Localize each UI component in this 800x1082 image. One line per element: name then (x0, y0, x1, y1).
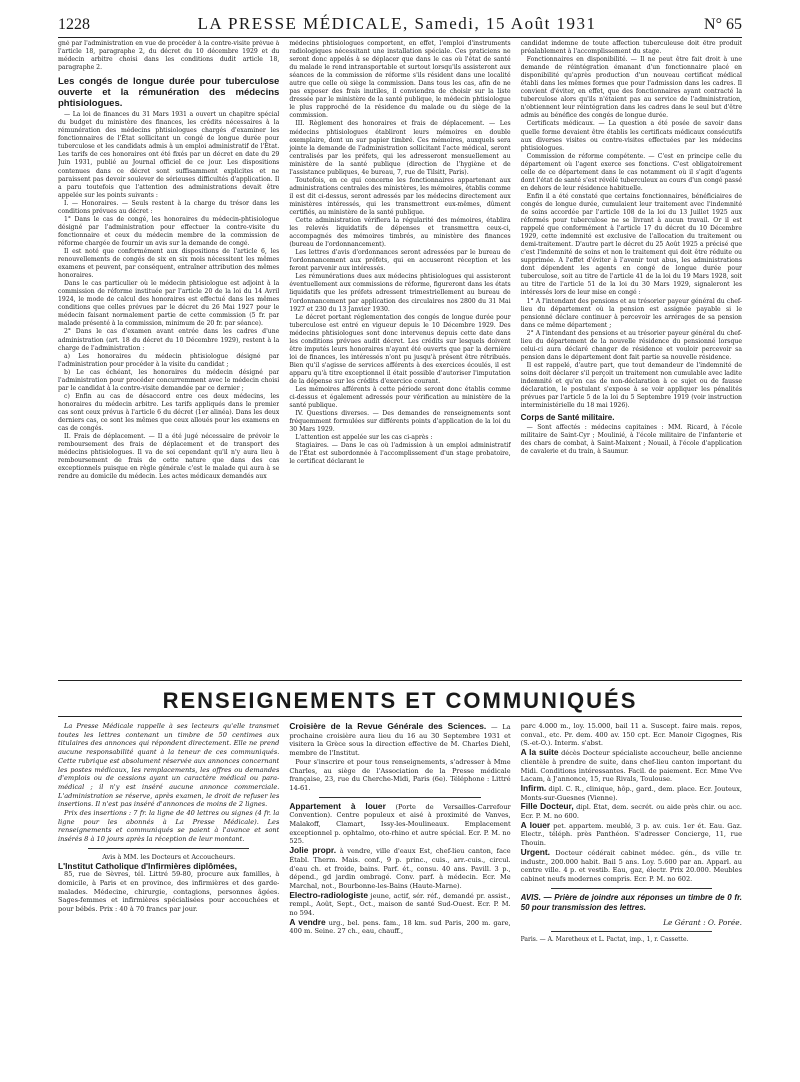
paragraph: III. Règlement des honoraires et frais de déplacement. — Les médecins phtisiologues établiront leurs mémoires en double exemplaire, dont un sur papier timbré. Ces mémoires, auxquels sera jointe la demande de l'administration sollicitant l'acte médical, seront centralisés par les préfets, qui les adresseront mensuellement au ministère de la santé publique (direction de l'hygiène et de l'assistance publiques, 4e bureau, 7, rue de Tilsitt, Paris). (289, 120, 511, 176)
issue-number: N° 65 (704, 16, 742, 33)
notice: La Presse Médicale rappelle à ses lecteurs qu'elle transmet toutes les lettres contenant un timbre de 50 centimes aux titulaires des annonces qui répondent directement. Elle ne prend aucune responsabilité quant à la teneur de ces communiqués. Cette rubrique est absolument réservée aux annonces concernant les postes médicaux, les remplacements, les offres ou demandes d'emplois ou de cessions ayant un caractère médical ou para-médical ; il n'y est inséré aucune annonce commerciale. L'administration se réserve, après examen, le droit de refuser les insertions. Il n'est pas inséré d'annonces de moins de 2 lignes. (58, 722, 280, 809)
column-2 (289, 40, 510, 672)
paragraph: Certificats médicaux. — La question a été posée de savoir dans quelle forme devaient être établis les certificats médicaux consécutifs aux diverses visites ou contre-visites effectuées par les médecins phtisiologues. (520, 120, 742, 152)
gerant-signature: Le Gérant : O. Porée. (663, 917, 742, 927)
ad-title: Infirm. (520, 782, 547, 793)
paragraph: candidat indemne de toute affection tuberculeuse doit être produit préalablement à l'accomplissement du stage. (520, 40, 742, 56)
ad-text: à vendre, ville d'eaux Est, chef-lieu canton, face Établ. Therm. Mais. conf., 9 p. princ., cuis., arr.-cuis., circul. d'eau ch. et froide, bains. Parf. ét., consu. 40 ans. Pavill. 3 p., dépend., gd jardin ombragé. Conv. parf. à médecin. Ecr. Me Marchal, not., Bourbonne-les-Bains (Haute-Marne). (289, 847, 511, 890)
ad-text: — La prochaine croisière aura lieu du 16 au 30 Septembre 1931 et visitera la Grèce sous la direction effective de M. Charles Diehl, membre de l'Institut. (289, 723, 511, 758)
ad-text: (Porte de Versailles-Carrefour Convention). Centre populeux et aisé à proximité de Vanves, Malakoff, Clamart, Issy-les-Moulineaux. Emplacement exceptionnel p. ophtalmo, oto-rhino et autre spécial. Ecr. P. M. no 525. (289, 802, 511, 846)
page-header (58, 8, 742, 38)
paragraph: 1° Dans le cas de congé, les honoraires du médecin-phtisiologue désigné par l'administration pour effectuer la contre-visite du fonctionnaire et ceux du médecin membre de la commission de réforme chargée de fournir un avis sur la demande de congé. (58, 215, 280, 247)
divider (58, 716, 742, 717)
ad-title: A vendre (289, 916, 326, 927)
column-2 (289, 722, 510, 1067)
ad-text: dipl. État, dem. secrét. ou aide près chir. ou acc. Ecr. P. M. no 600. (520, 803, 742, 821)
section-banner: RENSEIGNEMENTS ET COMMUNIQUÉS (162, 688, 638, 713)
paragraph: Il est rappelé, d'autre part, que tout demandeur de l'indemnité de soins doit déclarer s'il perçoit un traitement non cumulable avec ladite indemnité et qu'en cas de non-déclaration à ce sujet ou de fausse déclaration, le postulant s'expose à se voir appliquer les pénalités prévues par l'article 5 de la loi du 5 Septembre 1919 (voir instruction interministérielle du 18 mai 1926). (520, 361, 742, 410)
paragraph: b) Le cas échéant, les honoraires du médecin désigné par l'administration pour procéder concurremment avec le médecin choisi par le candidat à la contre-visite demandée par ce dernier ; (58, 368, 280, 392)
paragraph: — La loi de finances du 31 Mars 1931 a ouvert un chapitre spécial du budget du ministère des finances, les crédits nécessaires à la rémunération des médecins phtisiologues chargés d'examiner les fonctionnaires de l'État sollicitant un congé de longue durée pour tuberculose et les candidats admis à un emploi administratif de l'État. Les tarifs de ces honoraires ont été fixés par un décret en date du 29 Juin 1931, publié au Journal officiel de ce jour. Les dispositions contenues dans ce décret sont suffisamment explicites et ne paraissent pas devoir soulever de sérieuses difficultés d'application. Il a paru toutefois que l'attention des administrations devait être appelée sur les points suivants : (58, 111, 280, 199)
paragraph: Il est noté que conformément aux dispositions de l'article 6, les renouvellements de congés de six en six mois nécessitent les mêmes examens et peuvent, par conséquent, entraîner attribution des mêmes honoraires. (58, 247, 280, 280)
paragraph: a) Les honoraires du médecin phtisiologue désigné par l'administration pour procéder à la visite du candidat ; (58, 352, 280, 368)
section-heading: Les congés de longue durée pour tuberculose ouverte et la rémunération des médecins phtisiologues. (58, 76, 280, 110)
paragraph: Commission de réforme compétente. — C'est en principe celle du département où l'agent exerce ses fonctions. C'est obligatoirement celle de ce département dans le cas notamment où il s'agit d'agents dont l'état de santé s'est révélé tuberculeux au cours d'un congé passé en dehors de leur résidence habituelle. (520, 152, 742, 192)
paragraph: Cette administration vérifiera la régularité des mémoires, établira les relevés liquidatifs de dépenses et transmettra ceux-ci, accompagnés des mémoires timbrés, au ministère des finances (bureau de l'ordonnancement). (289, 217, 511, 249)
ad-title: Urgent. (520, 846, 550, 857)
ad-text: urg., bel. pens. fam., 18 km. sud Paris, 200 m. gare, 400 m. Seine. 27 ch., eau, chauff., (289, 918, 511, 936)
ad-text: jeune, actif, sér. réf., demandé pr. assist., rempl., Août, Sept., Oct., maison de santé Sud-Ouest. Ecr. P. M. no 594. (289, 891, 511, 918)
paragraph: Fonctionnaires en disponibilité. — Il ne peut être fait droit à une demande de réintégration émanant d'un fonctionnaire placé en disponibilité qu'après production d'un nouveau certificat médical établi dans les mêmes formes que pour l'admission dans les cadres. Il convient d'éviter, en effet, que des fonctionnaires ayant contracté la tuberculose alors qu'ils n'étaient pas au service de l'administration, n'obtiennent leur réintégration dans les cadres dans le seul but d'être admis au bénéfice des congés de longue durée. (520, 56, 742, 120)
paragraph: IV. Questions diverses. — Des demandes de renseignements sont fréquemment formulées sur différents points d'application de la loi du 30 Mars 1929. (289, 410, 511, 434)
paragraph: 2° Dans le cas d'examen avant entrée dans les cadres d'une administration (art. 18 du décret du 10 Décembre 1929), restent à la charge de l'administration : (58, 328, 280, 352)
paragraph: Enfin il a été constaté que certains fonctionnaires, bénéficiaires de congés de longue durée, cumulaient leur traitement avec l'indemnité de soins accordée par l'article 108 de la loi du 13 Juillet 1925 aux réformés pour tuberculose ne se livrant à aucun travail. Or il est rappelé que conformément à l'article 17 du décret du 10 Décembre 1929, cette indemnité est exclusive de l'allocation du traitement ou demi-traitement. D'autre part le décret du 25 Août 1925 a précisé que c'est l'indemnité de soins et non le traitement qui doit être réduite ou supprimée. A l'effet d'éviter à l'avenir tout abus, les administrations dont dépendent les agents en congé de longue durée pour tuberculose, soit au titre de l'article 41 de la loi du 19 Mars 1928, soit au titre de l'article 51 de la loi du 30 Mars 1929, signaleront les intéressés lors de leur mise en congé : (520, 192, 742, 297)
ad-title: Appartement à louer (289, 800, 386, 811)
paragraph: Toutefois, en ce qui concerne les fonctionnaires appartenant aux administrations centrales des ministères, les mémoires, établis comme il est dit ci-dessus, seront adressés par les médecins directement aux ministères intéressés, qui les transmettront eux-mêmes, dûment certifiés, au ministère de la santé publique. (289, 176, 511, 216)
paragraph: gné par l'administration en vue de procéder à la contre-visite prévue à l'article 18, paragraphe 2, du décret du 10 décembre 1929 et du médecin arbitre choisi dans les conditions dudit article 18, paragraphe 2. (58, 40, 280, 72)
journal-title: LA PRESSE MÉDICALE, Samedi, 15 Août 1931 (197, 14, 597, 33)
paragraph: — Sont affectés : médecins capitaines : MM. Ricard, à l'école militaire de Saint-Cyr ; Moulinié, à l'école militaire de l'infanterie et des chars de combat, à Saint-Maixent ; Nouail, à l'école d'application de cavalerie et du train, à Saumur. (520, 424, 742, 456)
insertion-prices: Prix des insertions : 7 fr. la ligne de 40 lettres ou signes (4 fr. la ligne pour les abonnés à La Presse Médicale). Les renseignements et communiqués se paient à l'avance et sont insérés 8 à 10 jours après la réception de leur montant. (58, 809, 280, 844)
divider (319, 797, 480, 798)
institute-title: L'Institut Catholique d'Infirmières diplômées, (58, 860, 237, 871)
ad-text: Pour s'inscrire et pour tous renseignements, s'adresser à Mme Charles, au siège de l'Association de la Presse médicale française, 23, rue du Cherche-Midi, Paris (6e). Téléphone : Littré 14-61. (289, 757, 511, 792)
paragraph: L'attention est appelée sur les cas ci-après : (295, 434, 433, 442)
divider (551, 931, 712, 932)
ad-title: A louer (520, 819, 551, 830)
printer-line: Paris. — A. Maretheux et L. Pactat, imp., 1, r. Cassette. (520, 936, 689, 944)
divider (551, 888, 712, 889)
classifieds-columns (58, 722, 742, 1067)
column-3 (521, 722, 742, 1067)
ad-text: décès Docteur spécialiste accoucheur, belle ancienne clientèle à prendre de suite, dans chef-lieu canton important du Midi. Conditions intéressantes. Facil. de paiement. Ecr. Mme Vve Lacam, à J'annonce, 15, rue Rivals, Toulouse. (520, 749, 742, 784)
ad-text: parc 4.000 m., loy. 15.000, bail 11 a. Suscept. faire mais. repos, conval., etc. Pr. dem. 400 av. 150 cpt. Ecr. Manoir Cigognes, Ris (S.-et-O.). Interm. s'abst. (520, 722, 742, 748)
paragraph: 2° A l'intendant des pensions et au trésorier payeur général du chef-lieu du département de la nouvelle résidence du pensionné lorsque celui-ci aura déclaré changer de résidence et vouloir percevoir sa pension dans le département dont fait partie sa nouvelle résidence. (520, 329, 742, 361)
paragraph: Stagiaires. — Dans le cas où l'admission à un emploi administratif de l'État est subordonnée à l'accomplissement d'un stage probatoire, le certificat déclarant le (289, 442, 511, 466)
ad-text: pet. appartem. meublé, 3 p. av. cuis. 1er ét. Eau. Gaz. Electr., téléph. près Panthéon. S'adresser Concierge, 11, rue Thouin. (520, 821, 742, 848)
page-number: 1228 (58, 16, 90, 33)
paragraph: Les mémoires afférents à cette période seront donc établis comme ci-dessus et également adressés pour vérification au ministère de la santé publique. (289, 386, 511, 410)
ad-title: Electro-radiologiste (289, 889, 368, 900)
column-1 (58, 40, 279, 672)
avis-note: AVIS. — Prière de joindre aux réponses un timbre de 0 fr. 50 pour transmission des lettres. (520, 892, 742, 912)
ad-title: A la suite (520, 747, 559, 758)
paragraph: 1° A l'intendant des pensions et au trésorier payeur général du chef-lieu du département où la pension est assignée payable si le pensionné déclare continuer à percevoir les arrérages de sa pension dans ce même département ; (520, 297, 742, 329)
paragraph: Les rémunérations dues aux médecins phtisiologues qui assisteront éventuellement aux commissions de réforme, figureront dans les états liquidatifs que les préfets adressent trimestriellement au bureau de l'ordonnancement par application des circulaires nos 2800 du 31 Mai 1927 et 230 du 13 Janvier 1930. (289, 273, 511, 313)
paragraph: Dans le cas particulier où le médecin phtisiologue est adjoint à la commission de réforme instituée par l'article 20 de la loi du 14 Avril 1924, le mode de calcul des honoraires est effectué dans les mêmes conditions que celles prévues par le décret du 26 Mai 1927 pour le médecin faisant normalement partie de cette commission (5 fr. par malade présenté à la commission, minimum de 20 fr. par séance). (58, 280, 280, 328)
article-columns (58, 40, 742, 672)
paragraph: médecins phtisiologues comportent, en effet, l'emploi d'instruments radiologiques nécessitant une installation spéciale. Ces praticiens ne seront donc appelés à se déplacer que dans le cas où l'état de santé du malade le rend intransportable et surtout lorsqu'ils assisteront aux séances de la commission de réforme s'ils résident dans une localité autre que celle où siège la commission. Dans tous les cas, afin de ne pas exposer des frais inutiles, il conviendra de choisir sur la liste dressée par le ministère de la santé publique, le médecin phtisiologue le plus rapproché de la résidence du malade ou du siège de la commission. (289, 40, 511, 120)
ad-title: Jolie propr. (289, 845, 337, 856)
ad-text: dipl. C. R., clinique, hôp., gard., dem. place. Ecr. Jouteux, Monts-sur-Guesnes (Vienne). (520, 784, 742, 802)
ad-text: Docteur cédérait cabinet médec. gén., ds ville tr. industr., 200.000 habit. Bail 5 ans. Loy. 5.600 par an. Apparl. au centre ville. 4 p. et vestib. Eau, gaz, électr. Prix 20.000. Meubles cabinet neufs modernes compris. Ecr. P. M. no 602. (520, 848, 742, 883)
section-heading: Corps de Santé militaire. (520, 413, 615, 423)
paragraph: I. — Honoraires. — Seuls restent à la charge du trésor dans les conditions prévues au décret : (58, 199, 280, 215)
paragraph: Le décret portant réglementation des congés de longue durée pour tuberculose est entré en vigueur depuis le 10 Décembre 1929. Des médecins phtisiologues sont donc intervenus depuis cette date dans les conditions prévues audit décret. Les crédits sur lesquels doivent être imputés leurs honoraires n'ayant été ouverts que par la dernière loi de finances, les intéressés n'ont pu jusqu'à présent être rétribués. Bien qu'il s'agisse de services afférents à des exercices écoulés, il est apparu qu'à titre exceptionnel il était possible d'autoriser l'imputation de la dépense sur les crédits d'exercice courant. (289, 313, 511, 385)
paragraph: Les lettres d'avis d'ordonnances seront adressées par le bureau de l'ordonnancement aux préfets, qui en accuseront réception et les feront parvenir aux intéressés. (289, 249, 511, 273)
institute-text: 85, rue de Sèvres, tél. Littré 59-80, procure aux familles, à domicile, à Paris et en province, des infirmières et des garde-malades. Médecine, chirurgie, contagions, personnes âgées. Sages-femmes et infirmières spécialisées pour accouchées et pour bébés. Prix : 40 à 70 francs par jour. (58, 870, 280, 914)
ad-title: Croisière de la Revue Générale des Sciences. (289, 722, 487, 731)
column-1 (58, 722, 279, 1067)
avis-heading: Avis à MM. les Docteurs et Accoucheurs. (102, 852, 236, 861)
divider (58, 680, 742, 681)
divider (88, 848, 249, 849)
ad-title: Fille Docteur, (520, 801, 574, 812)
column-3 (521, 40, 742, 672)
paragraph: c) Enfin au cas de désaccord entre ces deux médecins, les honoraires du médecin arbitre. Les tarifs appliqués dans le premier cas sont ceux prévus à l'article 6 du décret (1er alinéa). Dans les deux derniers cas, ce sont les mêmes que ceux alloués pour les examens en cas de congés. (58, 392, 280, 433)
paragraph: II. Frais de déplacement. — Il a été jugé nécessaire de prévoir le remboursement des frais de déplacement et de transport des médecins phtisiologues. Il va de soi cependant qu'il n'y aura lieu à remboursement de frais de cette nature que dans des cas exceptionnels puisque en règle générale c'est le malade qui aura à se rendre au domicile du médecin. Les actes médicaux demandés aux (58, 433, 280, 481)
